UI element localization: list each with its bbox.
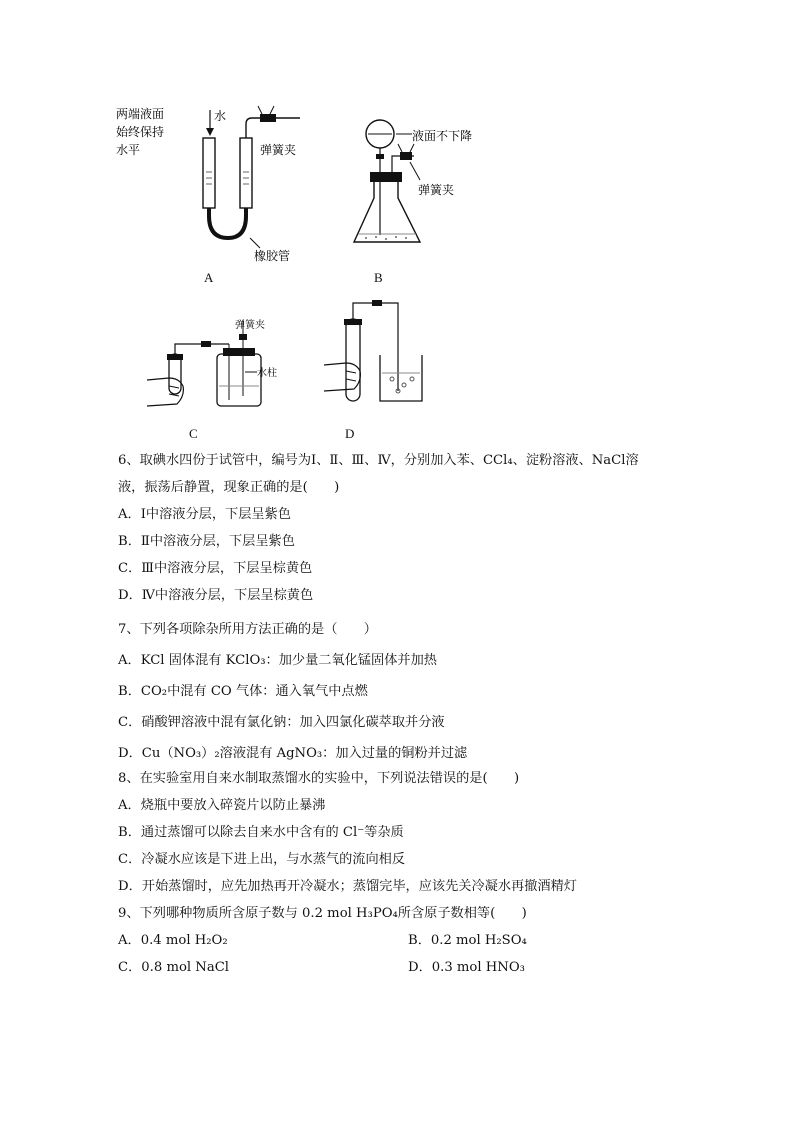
q6-option-c: C．Ⅲ中溶液分层，下层呈棕黄色: [118, 561, 313, 576]
q8-option-c: C．冷凝水应该是下进上出，与水蒸气的流向相反: [118, 852, 406, 867]
q6-option-a: A．Ⅰ中溶液分层，下层呈紫色: [118, 507, 291, 522]
figure-c-column-label: 水柱: [257, 368, 277, 379]
hand-tube-beaker-apparatus-diagram: [322, 295, 442, 410]
figure-a-clip-label: 弹簧夹: [260, 143, 297, 157]
q6-stem-line-2: 液，振荡后静置，现象正确的是( ): [118, 480, 340, 495]
q9-stem: 9、下列哪种物质所含原子数与 0.2 mol H₃PO₄所含原子数相等( ): [118, 906, 527, 921]
figure-b: [340, 110, 510, 260]
figure-c-clip-label: 弹簧夹: [235, 320, 265, 331]
q7-option-c: C．硝酸钾溶液中混有氯化钠：加入四氯化碳萃取并分液: [118, 715, 445, 730]
q9-option-b: B．0.2 mol H₂SO₄: [408, 933, 527, 948]
q9-option-d: D．0.3 mol HNO₃: [408, 960, 525, 975]
figure-b-level-label: 液面不下降: [412, 129, 473, 143]
q8-stem: 8、在实验室用自来水制取蒸馏水的实验中，下列说法错误的是( ): [118, 771, 520, 786]
q7-option-a: A．KCl 固体混有 KClO₃：加少量二氧化锰固体并加热: [118, 653, 437, 668]
flask-funnel-apparatus-diagram: [340, 110, 510, 260]
figure-b-clip-label: 弹簧夹: [418, 183, 455, 197]
figure-d-caption: D: [345, 426, 355, 441]
q6-stem-line-1: 6、取碘水四份于试管中，编号为Ⅰ、Ⅱ、Ⅲ、Ⅳ，分别加入苯、CCl₄、淀粉溶液、NaCl溶: [118, 453, 639, 468]
figure-d: [322, 295, 442, 410]
figure-a: [110, 98, 320, 268]
q7-option-b: B．CO₂中混有 CO 气体：通入氧气中点燃: [118, 684, 368, 699]
figure-a-level-label-3: 水平: [116, 143, 141, 157]
u-tube-apparatus-diagram: [110, 98, 320, 268]
figure-a-level-label-2: 始终保持: [116, 125, 165, 139]
figure-b-caption: B: [374, 270, 383, 285]
figure-a-level-label-1: 两端液面: [116, 107, 165, 121]
q8-option-a: A．烧瓶中要放入碎瓷片以防止暴沸: [118, 798, 326, 813]
figure-a-caption: A: [204, 270, 214, 285]
q9-option-c: C．0.8 mol NaCl: [118, 960, 230, 975]
q6-option-d: D．Ⅳ中溶液分层，下层呈棕黄色: [118, 588, 314, 603]
figure-c: [145, 310, 295, 415]
q8-option-d: D．开始蒸馏时，应先加热再开冷凝水；蒸馏完毕，应该先关冷凝水再撤酒精灯: [118, 879, 577, 894]
hand-tube-bottle-apparatus-diagram: [145, 310, 295, 415]
q9-option-a: A．0.4 mol H₂O₂: [118, 933, 228, 948]
q7-stem: 7、下列各项除杂所用方法正确的是（ ）: [118, 622, 377, 637]
q7-option-d: D．Cu（NO₃）₂溶液混有 AgNO₃：加入过量的铜粉并过滤: [118, 746, 468, 761]
figure-a-tube-label: 橡胶管: [254, 249, 291, 263]
figure-c-caption: C: [189, 426, 198, 441]
q6-option-b: B．Ⅱ中溶液分层，下层呈紫色: [118, 534, 295, 549]
figure-a-water-label: 水: [214, 109, 227, 123]
q8-option-b: B．通过蒸馏可以除去自来水中含有的 Cl⁻等杂质: [118, 825, 404, 840]
